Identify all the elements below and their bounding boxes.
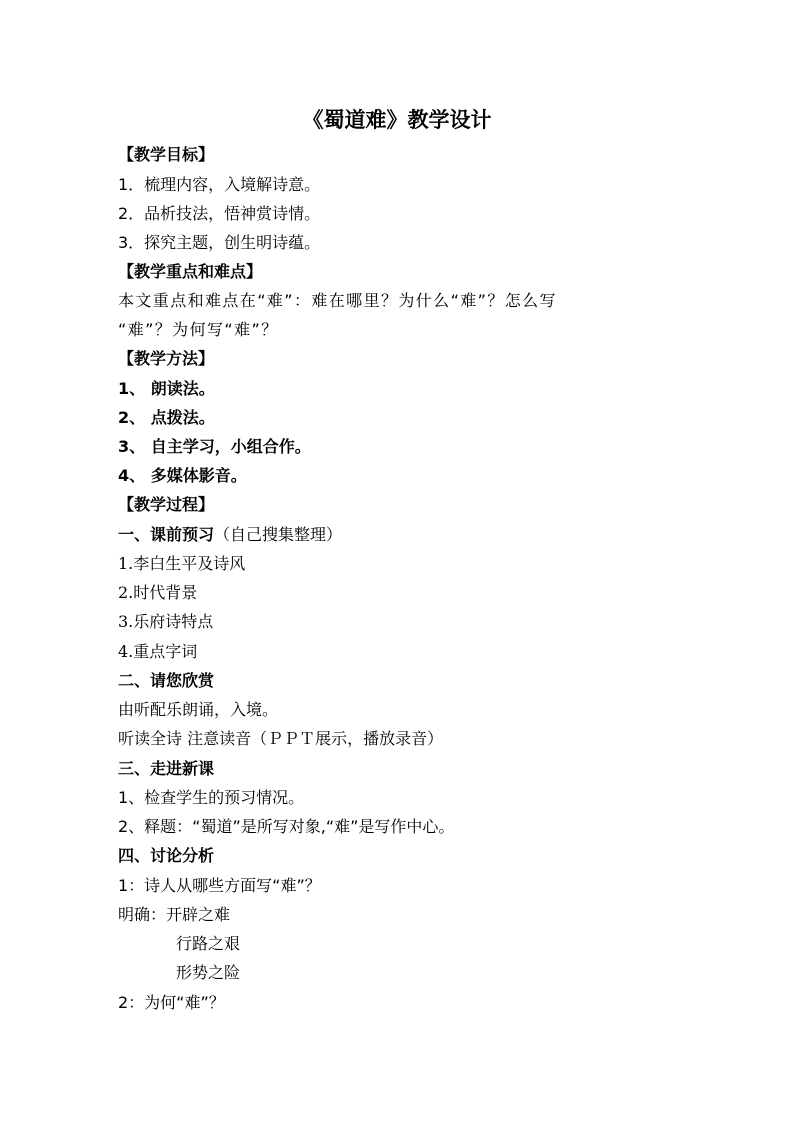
part3-line-2: 2、释题：“蜀道”是所写对象,“难”是写作中心。 bbox=[118, 817, 455, 836]
document-title: 《蜀道难》教学设计 bbox=[302, 107, 492, 132]
part4-question-1: 1：诗人从哪些方面写“难”？ bbox=[118, 876, 321, 895]
part1-item-1: 1.李白生平及诗风 bbox=[118, 554, 246, 573]
method-item-3: 3、 自主学习，小组合作。 bbox=[118, 437, 311, 456]
part1-heading: 一、课前预习 bbox=[118, 525, 215, 544]
part1-item-2: 2.时代背景 bbox=[118, 583, 198, 602]
part4-question-2: 2：为何“难”？ bbox=[118, 993, 225, 1012]
part3-heading: 三、走进新课 bbox=[118, 759, 215, 778]
part2-heading: 二、请您欣赏 bbox=[118, 671, 215, 690]
focus-text-line-2: “难”？为何写“难”？ bbox=[118, 320, 279, 339]
method-item-4: 4、 多媒体影音。 bbox=[118, 466, 247, 485]
part3-line-1: 1、检查学生的预习情况。 bbox=[118, 788, 305, 807]
part4-answer-item-2: 形势之险 bbox=[176, 963, 241, 982]
focus-text-line-1: 本文重点和难点在“难”：难在哪里？为什么“难”？怎么写 bbox=[118, 291, 557, 310]
method-item-1: 1、 朗读法。 bbox=[118, 379, 215, 398]
part4-answer-label: 明确：开辟之难 bbox=[118, 905, 231, 924]
part2-line-2: 听读全诗 注意读音（ＰＰＴ展示，播放录音） bbox=[118, 729, 444, 748]
goal-item-2: 2．品析技法，悟神赏诗情。 bbox=[118, 204, 321, 223]
part4-heading: 四、讨论分析 bbox=[118, 846, 215, 865]
process-heading: 【教学过程】 bbox=[118, 495, 215, 514]
goal-item-3: 3．探究主题，创生明诗蕴。 bbox=[118, 233, 321, 252]
part1-heading-line bbox=[118, 525, 342, 545]
methods-heading: 【教学方法】 bbox=[118, 349, 215, 368]
method-item-2: 2、 点拨法。 bbox=[118, 408, 215, 427]
part4-answer-item-1: 行路之艰 bbox=[176, 934, 241, 953]
part1-item-3: 3.乐府诗特点 bbox=[118, 612, 214, 631]
goals-heading: 【教学目标】 bbox=[118, 145, 215, 164]
goal-item-1: 1．梳理内容，入境解诗意。 bbox=[118, 175, 321, 194]
part2-line-1: 由听配乐朗诵，入境。 bbox=[118, 700, 279, 719]
focus-heading: 【教学重点和难点】 bbox=[118, 262, 263, 281]
part1-item-4: 4.重点字词 bbox=[118, 642, 198, 661]
part1-note: （自己搜集整理） bbox=[214, 525, 343, 544]
